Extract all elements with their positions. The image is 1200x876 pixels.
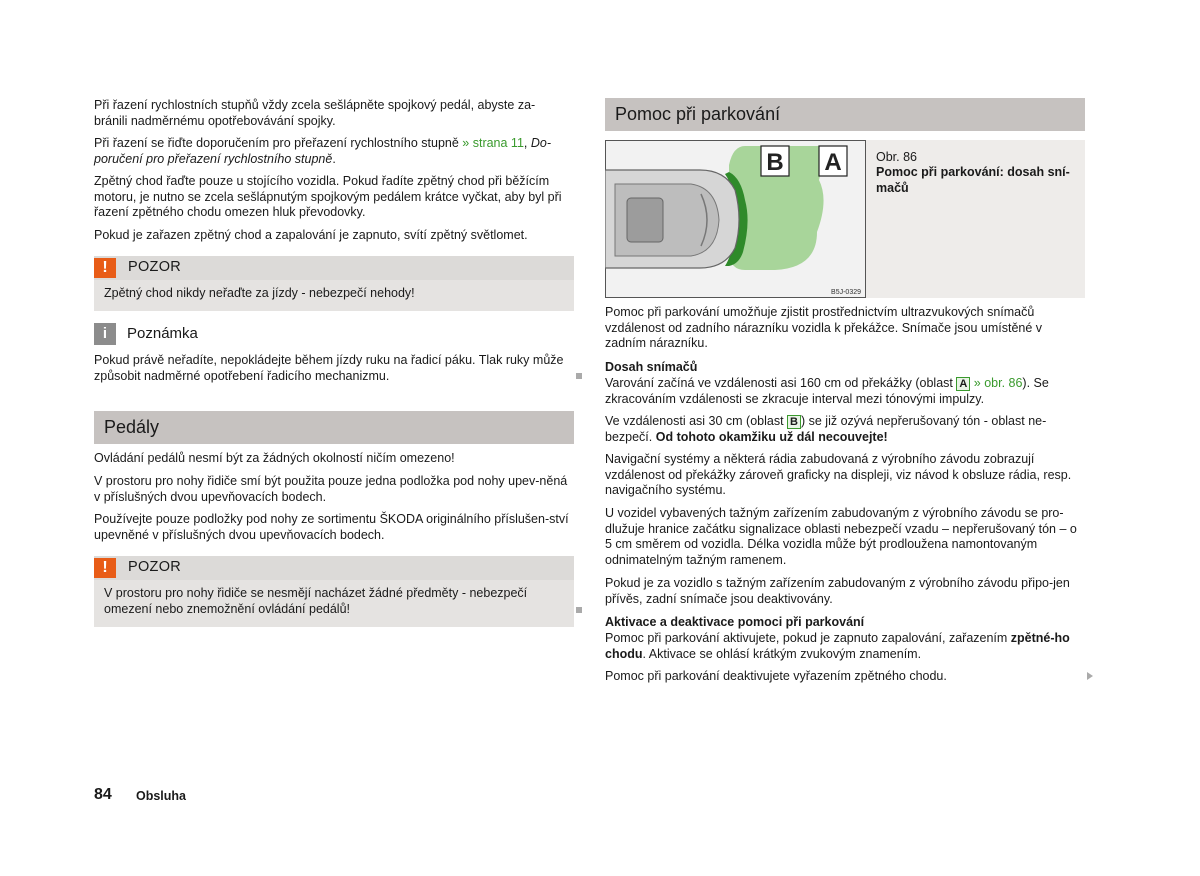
section-end-marker — [576, 607, 582, 613]
link-figure-86[interactable]: » obr. 86 — [970, 376, 1023, 390]
paragraph-trailer: Pokud je za vozidlo s tažným zařízením zabudovaným z výrobního závodu připo-jen přívěs, zadní snímače jsou deaktivovány. — [605, 576, 1070, 606]
exclamation-icon: ! — [94, 258, 116, 278]
footer-section: Obsluha — [136, 789, 187, 803]
section-end-marker — [576, 373, 582, 379]
paragraph-tow-bar: U vozidel vybavených tažným zařízením zabudovaným z výrobního závodu se pro-dlužuje hranice začátku signalizace oblasti nebezpečí vzadu – nepřerušovaný tón – o 5 cm směrem od vozidla. Délka vozidla může být prodloužena namontovaným odnimatelným tažným ramenem. — [605, 506, 1077, 567]
paragraph-skoda-mats: Používejte pouze podložky pod nohy ze sortimentu ŠKODA originálního příslušen-ství upevněné v příslušných dvou upevňovacích bodech. — [94, 512, 569, 542]
text: Ve vzdálenosti asi 30 cm (oblast — [605, 414, 788, 428]
warning-text: V prostoru pro nohy řidiče se nesmějí nacházet žádné předměty - nebezpečí omezení nebo znemožnění ovládání pedálů! — [104, 586, 528, 616]
warning-text: Zpětný chod nikdy neřaďte za jízdy - nebezpečí nehody! — [104, 286, 415, 300]
warning-box-pedals — [94, 556, 574, 627]
warning-header — [94, 556, 574, 580]
text: ). Se zkracováním vzdálenosti se zkracuje interval mezi tónovými impulzy. — [605, 376, 1049, 406]
text: ) se již ozývá nepřerušovaný tón - oblast ne-bezpečí. — [605, 414, 1047, 444]
section-header-pedals — [94, 411, 574, 444]
paragraph-navigation-display: Navigační systémy a některá rádia zabudovaná z výrobního závodu zobrazují vzdálenost od překážky zároveň graficky na displeji, viz návod k obsluze rádia, resp. navigačního systému. — [605, 452, 1072, 498]
note-text: Pokud právě neřadíte, nepokládejte během jízdy ruku na řadicí páku. Tlak ruky může způsobit nadměrné opotřebení řadicího mechanizmu. — [94, 353, 564, 383]
paragraph-floor-mat: V prostoru pro nohy řidiče smí být použita pouze jedna podložka pod nohy upev-něná v příslušných dvou upevňovacích bodech. — [94, 474, 568, 504]
paragraph-parking-intro: Pomoc při parkování umožňuje zjistit prostřednictvím ultrazvukových snímačů vzdálenost od zadního nárazníku vozidla k překážce. Snímače jsou umístěné v zadním nárazníku. — [605, 305, 1043, 351]
text: Varování začíná ve vzdálenosti asi 160 cm od překážky (oblast — [605, 376, 957, 390]
text: . Aktivace se ohlásí krátkým zvukovým znamením. — [642, 646, 922, 661]
car-sunroof — [627, 198, 663, 242]
figure-number: Obr. 86 — [876, 150, 917, 164]
text-comma: , — [523, 136, 531, 150]
text: Pomoc při parkování aktivujete, pokud je zapnuto zapalování, zařazením — [605, 631, 1011, 645]
warning-title: POZOR — [128, 559, 182, 575]
paragraph-warning-start — [605, 376, 1075, 407]
exclamation-icon: ! — [94, 558, 116, 578]
section-header-parking-aid — [605, 98, 1085, 131]
text-period: . — [332, 151, 336, 166]
heading-activation: Aktivace a deaktivace pomoci při parkování — [605, 615, 865, 629]
text-bold-reverse: zpětné-ho chodu — [605, 631, 1070, 661]
continue-arrow-icon — [1087, 672, 1093, 680]
note-title: Poznámka — [127, 325, 198, 342]
heading-sensor-range: Dosah snímačů — [605, 360, 698, 374]
paragraph-clutch: Při řazení rychlostních stupňů vždy zcela sešlápněte spojkový pedál, abyste za-bránili nadměrnému opotřebovávání spojky. — [94, 98, 536, 128]
warning-box-reverse — [94, 256, 574, 311]
paragraph-deactivation: Pomoc při parkování deaktivujete vyřazením zpětného chodu. — [605, 669, 947, 683]
zone-b-reference: B — [787, 415, 801, 429]
paragraph-shift-recommendation — [94, 136, 569, 167]
paragraph-danger-zone — [605, 414, 1075, 445]
text-italic-reference: Do-poručení pro přeřazení rychlostního stupně — [94, 136, 552, 166]
text: Při řazení se řiďte doporučením pro přeřazení rychlostního stupně — [94, 136, 463, 150]
section-title-parking-aid: Pomoc při parkování — [615, 104, 781, 124]
parking-sensor-figure — [605, 140, 866, 298]
info-icon: i — [94, 323, 116, 345]
paragraph-activation — [605, 631, 1081, 662]
link-page-11[interactable]: » strana 11 — [462, 136, 524, 150]
warning-header — [94, 256, 574, 280]
page-number: 84 — [94, 786, 112, 803]
paragraph-reverse-gear: Zpětný chod řaďte pouze u stojícího vozidla. Pokud řadíte zpětný chod při běžícím motoru, je nutno se zcela sešlápnutým spojkovým pedálem krátce vyčkat, aby byl při řazení zpětného chodu omezen hluk převodovky. — [94, 174, 562, 220]
warning-title: POZOR — [128, 259, 182, 275]
figure-caption: Pomoc při parkování: dosah sní-mačů — [876, 165, 1070, 195]
paragraph-pedals-free: Ovládání pedálů nesmí být za žádných okolností ničím omezeno! — [94, 451, 455, 465]
section-title-pedals: Pedály — [104, 417, 160, 437]
zone-a-label: A — [824, 149, 842, 176]
text-bold-warning: Od tohoto okamžiku už dál necouvejte! — [655, 429, 888, 444]
zone-a-reference: A — [956, 377, 970, 391]
figure-code: B5J-0329 — [831, 289, 861, 296]
zone-b-label: B — [766, 149, 784, 176]
paragraph-reverse-light: Pokud je zařazen zpětný chod a zapalování je zapnuto, svítí zpětný světlomet. — [94, 228, 528, 242]
